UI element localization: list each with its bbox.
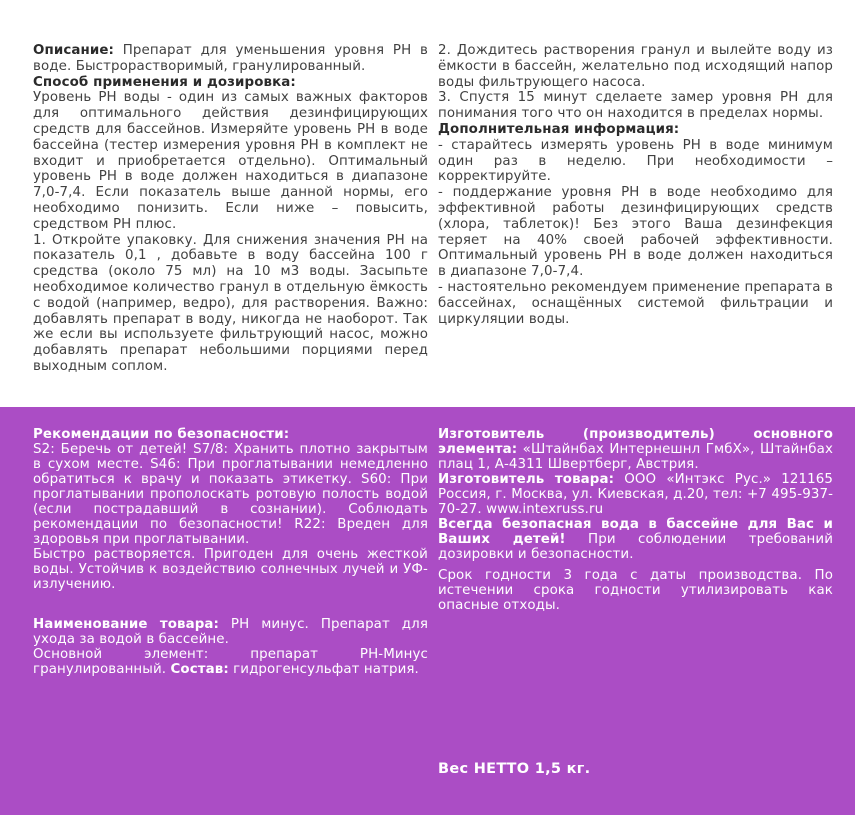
text-run: При соблюдении требований дозировки и безопасности. (438, 532, 833, 562)
paragraph (33, 442, 428, 547)
paragraph (33, 43, 428, 75)
text-run: Препарат для уменьшения уровня PH в воде. Быстрорастворимый, гранулированный. (33, 43, 428, 74)
text-run: Основной элемент: препарат PH-Минус гранулированный. (33, 647, 428, 677)
bold-text-run: Наименование товара: (33, 617, 220, 632)
paragraph (33, 617, 428, 647)
bold-text-run: Всегда безопасная вода в бассейне для Вас и Ваших детей! (438, 517, 833, 547)
text-run: 2. Дождитесь растворения гранул и вылейте воду из ёмкости в бассейн, желательно под исходящий напор воды фильтрующего насоса. (438, 43, 833, 90)
manufacturer-right-column (438, 427, 833, 815)
bold-text-run: Изготовитель (производитель) основного элемента: (438, 427, 833, 457)
instructions-section (0, 0, 855, 407)
paragraph (33, 427, 428, 442)
paragraph (438, 427, 833, 472)
paragraph (438, 43, 833, 90)
safety-left-column (33, 427, 428, 815)
text-run: 1. Откройте упаковку. Для снижения значения PH на показатель 0,1 , добавьте в воду бассейна 100 г средства (около 75 мл) на 10 м3 воды. Засыпьте необходимое количество гранул в отдельную ёмкость с водой (например, ведро), для растворения. Важно: добавлять препарат в воду, никогда не наоборот. Так же если вы используете фильтрующий насос, можно добавлять препарат небольшими порциями перед выходным соплом. (33, 232, 428, 374)
paragraph (33, 647, 428, 677)
text-run: PH минус. Препарат для ухода за водой в бассейне. (33, 617, 428, 647)
paragraph (33, 233, 428, 375)
text-run: «Штайнбах Интернешнл ГмбХ», Штайнбах плац 1, А-4311 Швертберг, Австрия. (438, 442, 833, 472)
bold-text-run: Рекомендации по безопасности: (33, 427, 290, 442)
text-run: S2: Беречь от детей! S7/8: Хранить плотно закрытым в сухом месте. S46: При проглатывании немедленно обратиться к врачу и показать этикетку. S60: При проглатывании прополоскать ротовую полость водой (если пострадавший в сознании). Соблюдать рекомендации по безопасности! R22: Вреден для здоровья при проглатывании. (33, 442, 428, 547)
bold-text-run: Дополнительная информация: (438, 121, 680, 137)
text-run: ООО «Интэкс Рус.» 121165 Россия, г. Москва, ул. Киевская, д.20, тел: +7 495-937-70-27. www.intexruss.ru (438, 472, 833, 517)
instructions-right-column (438, 43, 833, 407)
paragraph (33, 90, 428, 232)
paragraph (438, 472, 833, 517)
paragraph (438, 90, 833, 122)
instructions-left-column (33, 43, 428, 407)
paragraph (438, 138, 833, 185)
bold-text-run: Описание: (33, 43, 114, 58)
text-run: Срок годности 3 года с даты производства. По истечении срока годности утилизировать как опасные отходы. (438, 568, 833, 613)
net-weight-label: Вес НЕТТО 1,5 кг. (438, 761, 591, 777)
bold-text-run: Состав: (170, 662, 229, 677)
text-run: 3. Спустя 15 минут сделаете замер уровня PH для понимания того что он находится в пределах нормы. (438, 90, 833, 122)
safety-info-panel (0, 407, 855, 815)
manufacturer-paragraphs (438, 427, 833, 613)
paragraph (33, 547, 428, 592)
text-run: - поддержание уровня PH в воде необходимо для эффективной работы дезинфицирующих средств (хлора, таблеток)! Без этого Ваша дезинфекция теряет на 40% своей рабочей эффективности. Оптимальный уровень PH в воде должен находиться в диапазоне 7,0-7,4. (438, 185, 833, 280)
bold-text-run: Изготовитель товара: (438, 472, 615, 487)
paragraph (438, 122, 833, 138)
paragraph (33, 75, 428, 91)
text-run: - настоятельно рекомендуем применение препарата в бассейнах, оснащённых системой фильтрации и циркуляции воды. (438, 279, 833, 327)
paragraph (438, 280, 833, 327)
paragraph (438, 185, 833, 280)
text-run: - старайтесь измерять уровень PH в воде минимум один раз в неделю. При необходимости – корректируйте. (438, 137, 833, 185)
bold-text-run: Способ применения и дозировка: (33, 74, 296, 90)
text-run: гидрогенсульфат натрия. (228, 662, 419, 677)
paragraph (438, 568, 833, 613)
paragraph (438, 517, 833, 562)
text-run: Уровень PH воды - один из самых важных факторов для оптимального действия дезинфицирующих средств для бассейнов. Измеряйте уровень PH в воде бассейна (тестер измерения уровня PH в комплект не входит и приобретается отдельно). Оптимальный уровень PH в воде должен находиться в диапазоне 7,0-7,4. Если показатель выше данной нормы, его необходимо понизить. Если ниже – повысить, средством PH плюс. (33, 90, 428, 232)
text-run: Быстро растворяется. Пригоден для очень жесткой воды. Устойчив к воздействию солнечных лучей и УФ-излучению. (33, 547, 428, 592)
